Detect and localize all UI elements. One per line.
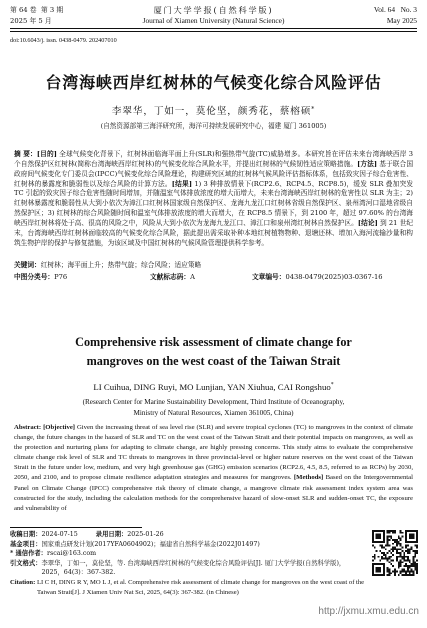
conclusion-tag-cn: [结论] xyxy=(357,218,378,227)
received-label: 收稿日期： xyxy=(10,531,42,538)
abstract-cn xyxy=(14,150,413,259)
citation-cn-text: 李翠华，丁如一，莫伦坚，等. 台湾海峡西岸红树林的气候变化综合风险评估[J]. 厦门大学学报(自然科学版)，2025，64(3)：367-382. xyxy=(41,559,346,577)
qr-code-icon xyxy=(372,530,418,576)
header-rule xyxy=(10,28,417,29)
clc-value: P76 xyxy=(54,272,68,281)
footnotes xyxy=(10,530,366,600)
author-list-cn: 李翠华，丁如一，莫伦坚，颜秀花，蔡榕硕 xyxy=(111,106,312,117)
objective-text-cn: 全球气候变化背景下，红树林面临海平面上升(SLR)和强热带气旋(TC)威胁增多。本研究旨在评估未来台湾海峡西岸 3 个自然保护区红树林(简称台湾海峡西岸红树林)的气候变化综合风险水平，并提出红树林的气候韧性适应策略措施。 xyxy=(14,150,413,168)
objective-tag-cn: [目的] xyxy=(36,150,57,158)
results-tag-cn: [结果] xyxy=(171,179,193,188)
dates-row xyxy=(10,530,366,540)
article-title-cn: 台湾海峡西岸红树林的气候变化综合风险评估 xyxy=(45,73,382,92)
classification-line xyxy=(14,273,413,283)
article-no-value: 0438-0479(2025)03-0367-16 xyxy=(285,272,383,281)
header-left xyxy=(10,5,63,26)
corresponding-mark-en: * xyxy=(330,382,334,388)
issue-date-en: May 2025 xyxy=(386,15,417,25)
funding-row xyxy=(10,540,366,550)
title-en-line-1: Comprehensive risk assessment of climate change for xyxy=(75,335,352,349)
corresponding-email: rscai@163.com xyxy=(46,550,97,558)
accepted-date: 2025-01-26 xyxy=(127,531,164,538)
keywords-text: 红树林；海平面上升；热带气旋；综合风险；适应策略 xyxy=(40,261,202,269)
article-no-label: 文章编号： xyxy=(252,272,286,281)
doc-code-value: A xyxy=(190,272,195,281)
article-number xyxy=(252,273,383,283)
fund-text: 国家重点研发计划(2017YFA0604902)；福建省自然科学基金(2022J01497) xyxy=(41,540,260,548)
authors-en xyxy=(0,382,427,393)
methods-text-cn: 基于联合国政府间气候变化专门委员会(IPCC)气候变化综合风险理论，构建研究区域的红树林气候风险评估指标体系，包括致灾因子综合危害性、红树林的暴露度和脆弱性以及综合风险的计算方法。 xyxy=(14,159,413,188)
authors-cn xyxy=(0,106,427,118)
volume-number-en: Vol. 64 No. 3 xyxy=(373,5,417,14)
title-en-line-2: mangroves on the west coast of the Taiwan Strait xyxy=(86,354,341,368)
keywords-label: 关键词： xyxy=(14,261,41,269)
methods-tag-cn: [方法] xyxy=(357,159,378,168)
corresponding-row xyxy=(10,549,366,559)
citation-cn-label: 引文格式： xyxy=(10,559,42,567)
abstract-en-label: Abstract: xyxy=(14,424,42,431)
article-title-en xyxy=(0,333,427,371)
affiliation-cn: (自然资源部第三海洋研究所，海洋可持续发展研究中心，福建 厦门 361005) xyxy=(100,122,327,130)
abstract-en xyxy=(14,423,413,524)
citation-en-row xyxy=(10,578,366,597)
doi: doi:10.6043/j. issn. 0438-0479. 202407010 xyxy=(10,37,117,44)
footnote-rule xyxy=(10,527,142,528)
affiliation-en-line-2: Ministry of Natural Resources, Xiamen 361005, China) xyxy=(133,408,294,417)
objective-tag-en: [Objective] xyxy=(43,424,76,431)
methods-text-en: Based on the Intergovernmental Panel on Climate Change (IPCC) comprehensive risk theory of climate change, a mangrove climate risk assessment index system area was constructed for the study, including the calculation methods for the comprehensive hazard of slow-onset SLR and sudden-onset TC, the exposure and vulnerability of xyxy=(14,474,413,512)
journal-url-watermark: http://jxmu.xmu.edu.cn xyxy=(318,606,419,617)
accepted-label: 录用日期： xyxy=(95,531,128,538)
citation-en-text: LI C H, DING R Y, MO L J, et al. Comprehensive risk assessment of climate change for mangroves on the west coast of the Taiwan Strait[J]. J Xiamen Univ Nat Sci, 2025, 64(3): 367-382. (in Chinese) xyxy=(36,578,365,596)
conclusion-text-cn: 到 21 世纪末，台湾海峡西岸红树林面临较高的气候变化综合风险，据此提出需采取补种本地红树植物物种、退塘还林、增加入海河流输沙量和构筑生物护岸的保护与修复措施，为该区域及中国红树林的气候风险管理提供科学参考。 xyxy=(14,218,413,247)
issue-date-cn: 2025 年 5 月 xyxy=(10,16,52,25)
methods-tag-en: [Methods] xyxy=(293,474,324,482)
affiliation-en-line-1: (Research Center for Marine Sustainability Development, Third Institute of Oceanography, xyxy=(82,398,345,406)
document-code xyxy=(150,273,195,283)
abstract-cn-label: 摘 要： xyxy=(14,150,37,158)
doc-code-label: 文献标志码： xyxy=(150,272,191,281)
received-date: 2024-07-15 xyxy=(41,531,78,538)
header-center xyxy=(80,5,347,26)
clc-label: 中图分类号： xyxy=(14,272,55,281)
header-rule-thin xyxy=(10,31,417,32)
volume-issue: 第 64 卷 第 3 期 xyxy=(10,6,64,14)
citation-cn-row xyxy=(10,559,366,578)
corresponding-mark: * xyxy=(311,106,316,113)
corresponding-label: * 通信作者： xyxy=(10,550,47,558)
affiliation-en xyxy=(0,397,427,418)
objective-text-en: Given the increasing threat of sea level rise (SLR) and severe tropical cyclones (TC) to mangroves in the context of climate change, the future changes in the hazard of SLR and TC on the west coast of the Taiwan Strait and their potential impacts on mangroves, as well as the protection and nurturing plans for adapting to climate change, are highly pressing concerns. This study aims to evaluate the comprehensive climate change risk level of SLR and TC threats to mangroves in three provincial-level or higher nature reserves on the west coast of the Taiwan Strait in the future under low, medium, and very high greenhouse gas (GHG) emission scenarios (RCP2.6, 4.5, 8.5, referred to as RCPs) by 2030, 2050, and 2100, and to propose climate resilience adaptation strategies and measures for mangroves. xyxy=(14,424,413,482)
citation-en-label: Citation: xyxy=(10,578,37,586)
results-text-cn: 1) 3 种排放情景下(RCP2.6、RCP4.5、RCP8.5)，缓发 SLR 叠加突发 TC 引起的致灾因子综合危害性随时间增加，并随温室气体排放浓度的增大而增大，未来台湾海峡西岸红树林的危害性以 SLR 为主；2) 红树林暴露度和脆弱性从大到小依次为漳江口红树林国家级自然保护区、龙海九龙江口红树林省级自然保护区、泉州湾河口湿地省级自然保护区；3) 红树林的综合风险随时间和温室气体排放浓度的增大而增大，在 RCP8.5 情景下，到 2100 年，超过 97.60% 的台湾海峡西岸红树林将处于高、很高的风险之中，风险从大到小依次为龙海九龙江口、漳江口和泉州湾红树林自然保护区。 xyxy=(14,179,413,227)
header-right xyxy=(374,5,417,26)
keywords-cn xyxy=(14,261,413,271)
journal-name-cn: 厦门大学学报(自然科学版) xyxy=(153,5,274,15)
author-list-en: LI Cuihua, DING Ruyi, MO Lunjian, YAN Xiuhua, CAI Rongshuo xyxy=(93,382,331,392)
fund-label: 基金项目： xyxy=(10,540,42,548)
journal-name-en: Journal of Xiamen University (Natural Science) xyxy=(142,16,285,25)
clc-number xyxy=(14,273,67,283)
